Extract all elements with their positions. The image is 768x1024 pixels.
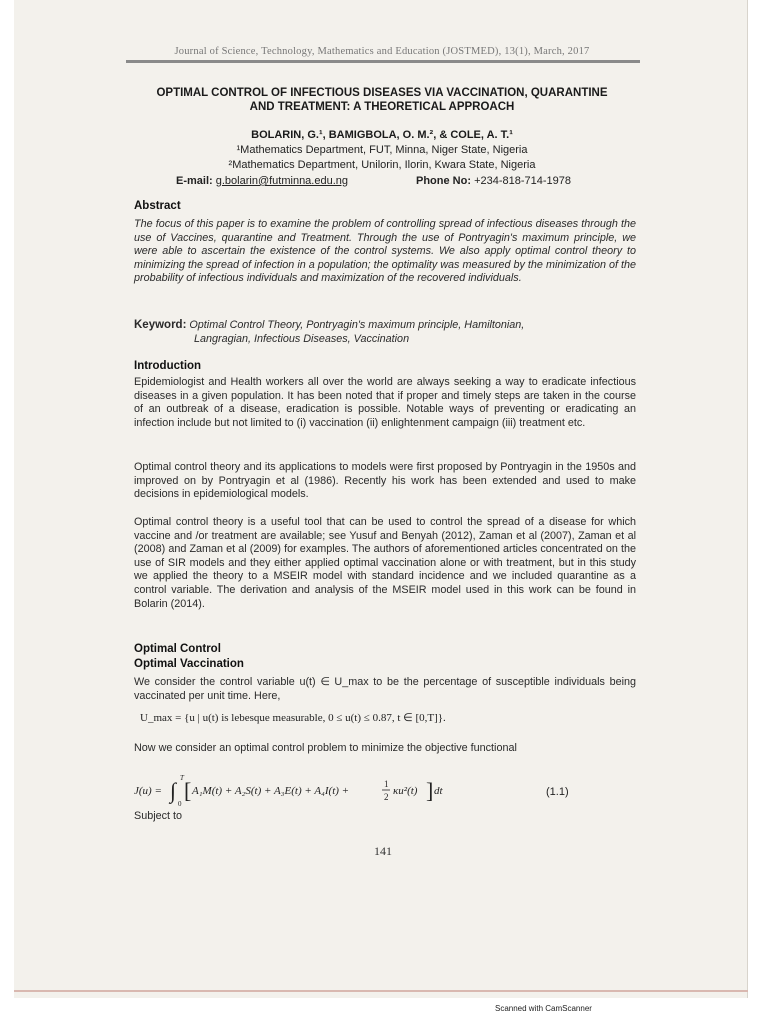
equation-number: (1.1) [546, 786, 569, 798]
svg-text:0: 0 [178, 800, 182, 808]
page-number: 141 [374, 844, 392, 858]
introduction-paragraph-1: Epidemiologist and Health workers all over the world are always seeking a way to eradicate infectious diseases in a given population. It has been noted that if proper and timely steps are taken in the course of an outbreak of a disease, eradication is possible. Notable ways of preventing or eradicating an infection include but not limited to (i) vaccination (ii) enlightenment campaign (iii) treatment etc. [134, 376, 636, 429]
contact-line [176, 175, 616, 187]
equation-graphic [134, 770, 514, 810]
svg-text:1: 1 [384, 779, 389, 789]
scanner-watermark: Scanned with CamScanner [495, 1004, 592, 1013]
abstract-heading: Abstract [134, 200, 181, 212]
svg-text:J(u) =: J(u) = [134, 785, 162, 797]
svg-text:dt: dt [434, 785, 443, 797]
introduction-paragraph-3: Optimal control theory is a useful tool that can be used to control the spread of a disease for which vaccine and /or treatment are available; see Yusuf and Benyah (2012), Zaman et al (2007), Zaman et al (2008) and Zaman et al (2009) for examples. The authors of aforementioned articles concentrated on the use of SIR models and they either applied optimal vaccination alone or with treatment, but in this study we applied the theory to a MSEIR model with standard incidence and we included quarantine as a control variable. The derivation and analysis of the MSEIR model used in this work can be found in Bolarin (2014). [134, 516, 636, 610]
title-line-1: OPTIMAL CONTROL OF INFECTIOUS DISEASES VIA VACCINATION, QUARANTINE [156, 87, 608, 99]
control-variable-paragraph: We consider the control variable u(t) ∈ U_max to be the percentage of susceptible individuals being vaccinated per unit time. Here, [134, 676, 636, 702]
journal-header: Journal of Science, Technology, Mathematics and Education (JOSTMED), 13(1), March, 2017 [174, 46, 590, 57]
control-set-definition: U_max = {u | u(t) is lebesque measurable, 0 ≤ u(t) ≤ 0.87, t ∈ [0,T]}. [140, 712, 446, 724]
paper-title [114, 86, 650, 114]
objective-functional-equation [134, 770, 514, 810]
page-edge-line [14, 990, 748, 992]
title-line-2: AND TREATMENT: A THEORETICAL APPROACH [249, 101, 515, 113]
svg-text:]: ] [426, 778, 434, 803]
introduction-heading: Introduction [134, 360, 202, 372]
introduction-paragraph-2: Optimal control theory and its applications to models were first proposed by Pontryagin in the 1950s and improved on by Pontryagin et al (1986). Recently his work has been extended and used to make decisions in epidemiological models. [134, 461, 636, 501]
svg-text:2: 2 [384, 792, 389, 802]
keywords-label: Keyword: [134, 319, 187, 331]
email-label: E-mail: [176, 175, 213, 187]
document-page [14, 0, 748, 998]
subject-to: Subject to [134, 810, 183, 822]
svg-text:[: [ [184, 778, 192, 803]
svg-text:κu²(t): κu²(t) [393, 785, 418, 797]
svg-text:T: T [180, 774, 184, 782]
phone-label: Phone No: [416, 175, 471, 187]
phone [416, 175, 571, 187]
objective-intro: Now we consider an optimal control problem to minimize the objective functional [134, 742, 517, 754]
affiliation-2: ²Mathematics Department, Unilorin, Ilorin, Kwara State, Nigeria [228, 159, 536, 171]
header-rule [126, 60, 640, 63]
keywords [134, 318, 636, 346]
phone-number: +234-818-714-1978 [474, 175, 572, 187]
keywords-line-2: Langragian, Infectious Diseases, Vaccination [194, 333, 410, 345]
optimal-control-heading: Optimal Control [134, 643, 221, 655]
authors: BOLARIN, G.¹, BAMIGBOLA, O. M.², & COLE, A. T.¹ [251, 129, 513, 141]
affiliation-1: ¹Mathematics Department, FUT, Minna, Niger State, Nigeria [236, 144, 528, 156]
svg-text:∫: ∫ [170, 778, 177, 803]
svg-text:A₁M(t) + A₂S(t) + A₃E(t) + A₄I: A₁M(t) + A₂S(t) + A₃E(t) + A₄I(t) + [192, 785, 350, 797]
abstract-text: The focus of this paper is to examine the problem of controlling spread of infectious diseases through the use of Vaccines, quarantine and Treatment. Through the use of Pontryagin's maximum principle, we were able to ascertain the existence of the control systems. We also apply optimal control theory to minimizing the spread of infection in a population; the optimality was measured by the minimization of the probability of infectious individuals and maximization of the recovered individuals. [134, 218, 636, 285]
keywords-line-1: Optimal Control Theory, Pontryagin's maximum principle, Hamiltonian, [189, 319, 525, 331]
email-link[interactable]: g.bolarin@futminna.edu.ng [215, 175, 349, 187]
optimal-vaccination-heading: Optimal Vaccination [134, 658, 244, 670]
